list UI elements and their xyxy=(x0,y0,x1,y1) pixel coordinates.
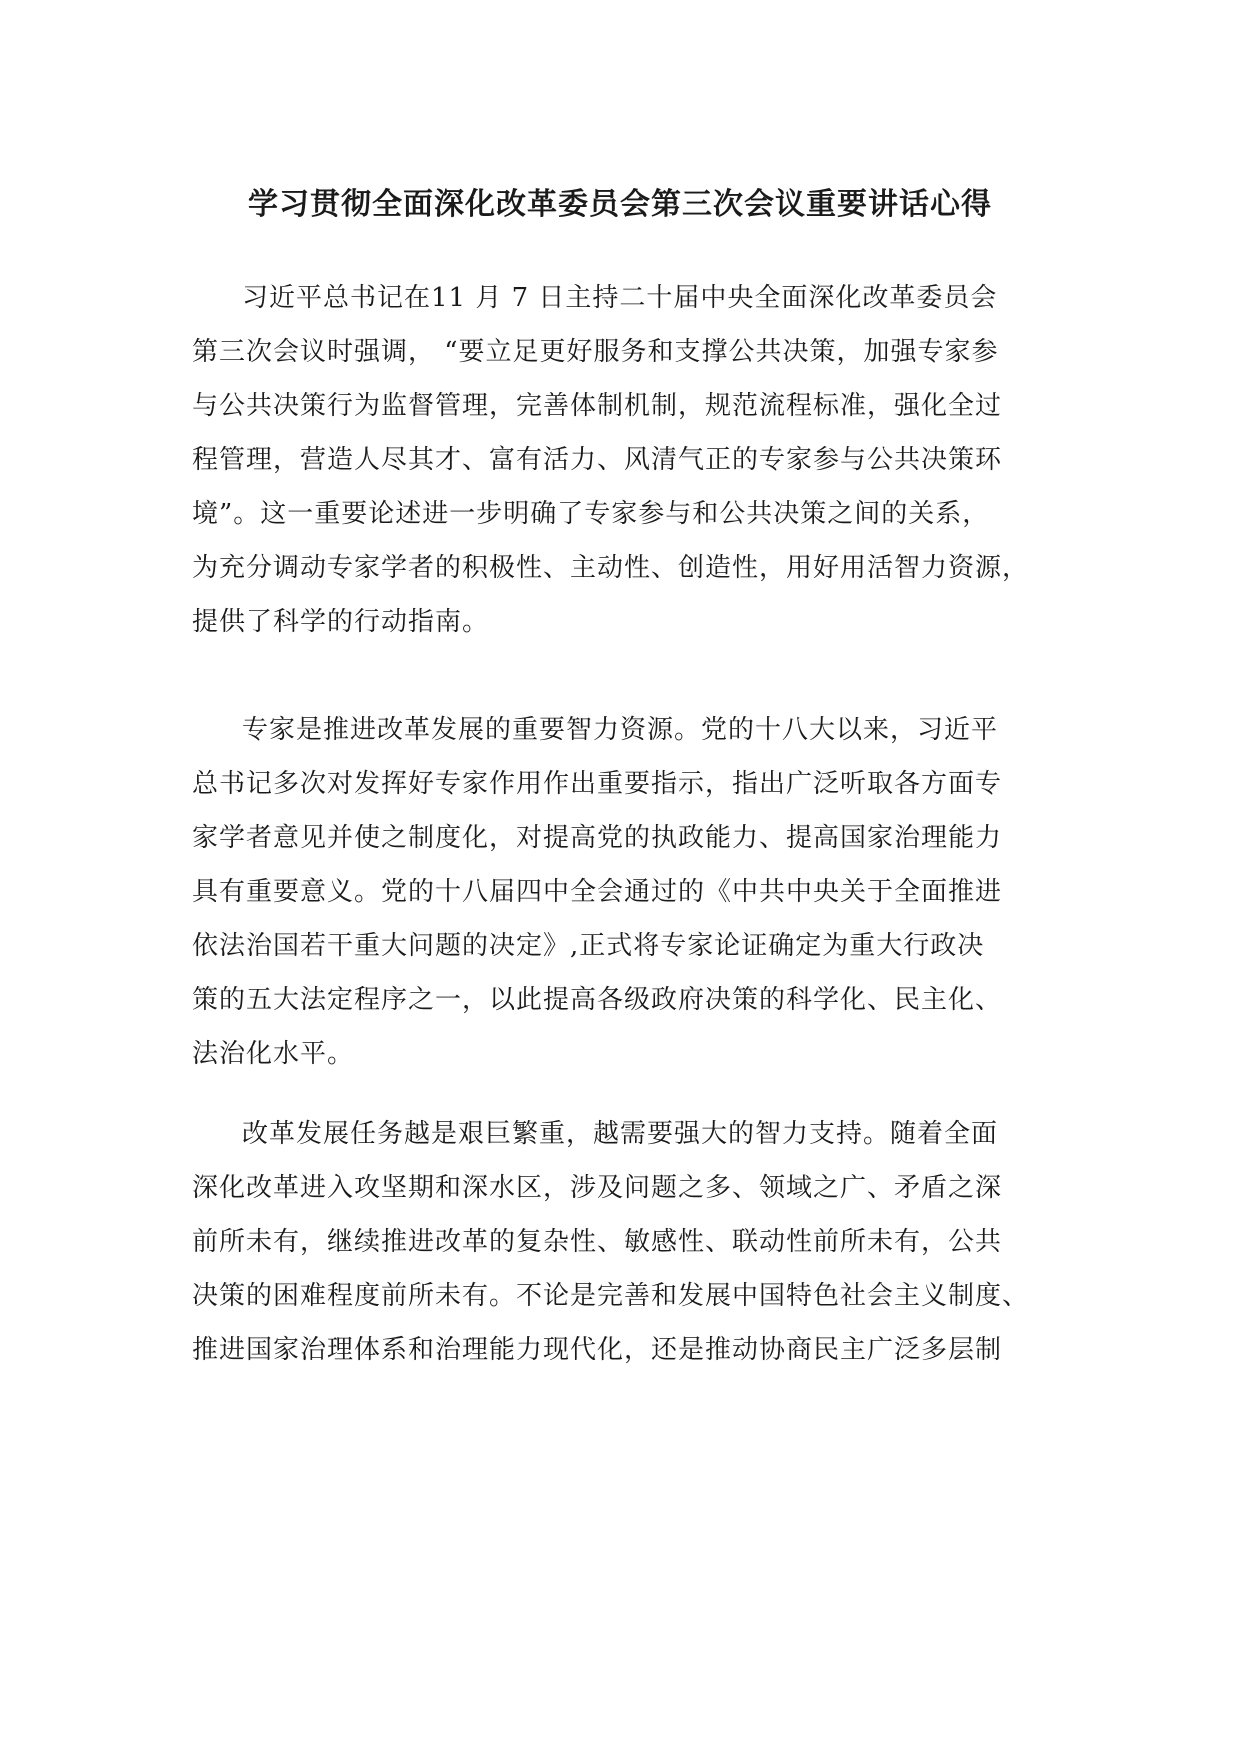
paragraph-line: 与公共决策行为监督管理，完善体制机制，规范流程标准，强化全过 xyxy=(192,391,1003,421)
paragraph-line: 专家是推进改革发展的重要智力资源。党的十八大以来，习近平 xyxy=(242,715,999,745)
paragraph-2 xyxy=(192,703,1072,1081)
paragraph-line: 总书记多次对发挥好专家作用作出重要指示，指出广泛听取各方面专 xyxy=(192,769,1003,799)
paragraph-line: 为充分调动专家学者的积极性、主动性、创造性，用好用活智力资源， xyxy=(192,553,1030,583)
paragraph-3 xyxy=(192,1107,1072,1377)
paragraph-line: 策的五大法定程序之一，以此提高各级政府决策的科学化、民主化、 xyxy=(192,985,1003,1015)
paragraph-line: 程管理，营造人尽其才、富有活力、风清气正的专家参与公共决策环 xyxy=(192,445,1003,475)
paragraph-line: 家学者意见并使之制度化，对提高党的执政能力、提高国家治理能力 xyxy=(192,823,1003,853)
paragraph-line: 法治化水平。 xyxy=(192,1039,355,1069)
paragraph-line: 境”。这一重要论述进一步明确了专家参与和公共决策之间的关系， xyxy=(192,499,990,529)
paragraph-line: 依法治国若干重大问题的决定》,正式将专家论证确定为重大行政决 xyxy=(192,931,985,961)
paragraph-line: 推进国家治理体系和治理能力现代化，还是推动协商民主广泛多层制 xyxy=(192,1335,1003,1365)
paragraph-line: 改革发展任务越是艰巨繁重，越需要强大的智力支持。随着全面 xyxy=(242,1119,999,1149)
paragraph-line: 习近平总书记在11 月 7 日主持二十届中央全面深化改革委员会 xyxy=(242,283,998,313)
document-title: 学习贯彻全面深化改革委员会第三次会议重要讲话心得 xyxy=(248,187,992,222)
paragraph-line: 深化改革进入攻坚期和深水区，涉及问题之多、领域之广、矛盾之深 xyxy=(192,1173,1003,1203)
paragraph-1 xyxy=(192,271,1072,649)
paragraph-line: 决策的困难程度前所未有。不论是完善和发展中国特色社会主义制度、 xyxy=(192,1281,1030,1311)
paragraph-line: 具有重要意义。党的十八届四中全会通过的《中共中央关于全面推进 xyxy=(192,877,1003,907)
paragraph-line: 前所未有，继续推进改革的复杂性、敏感性、联动性前所未有，公共 xyxy=(192,1227,1003,1257)
paragraph-line: 第三次会议时强调， “要立足更好服务和支撑公共决策，加强专家参 xyxy=(192,337,999,367)
paragraph-line: 提供了科学的行动指南。 xyxy=(192,607,490,637)
